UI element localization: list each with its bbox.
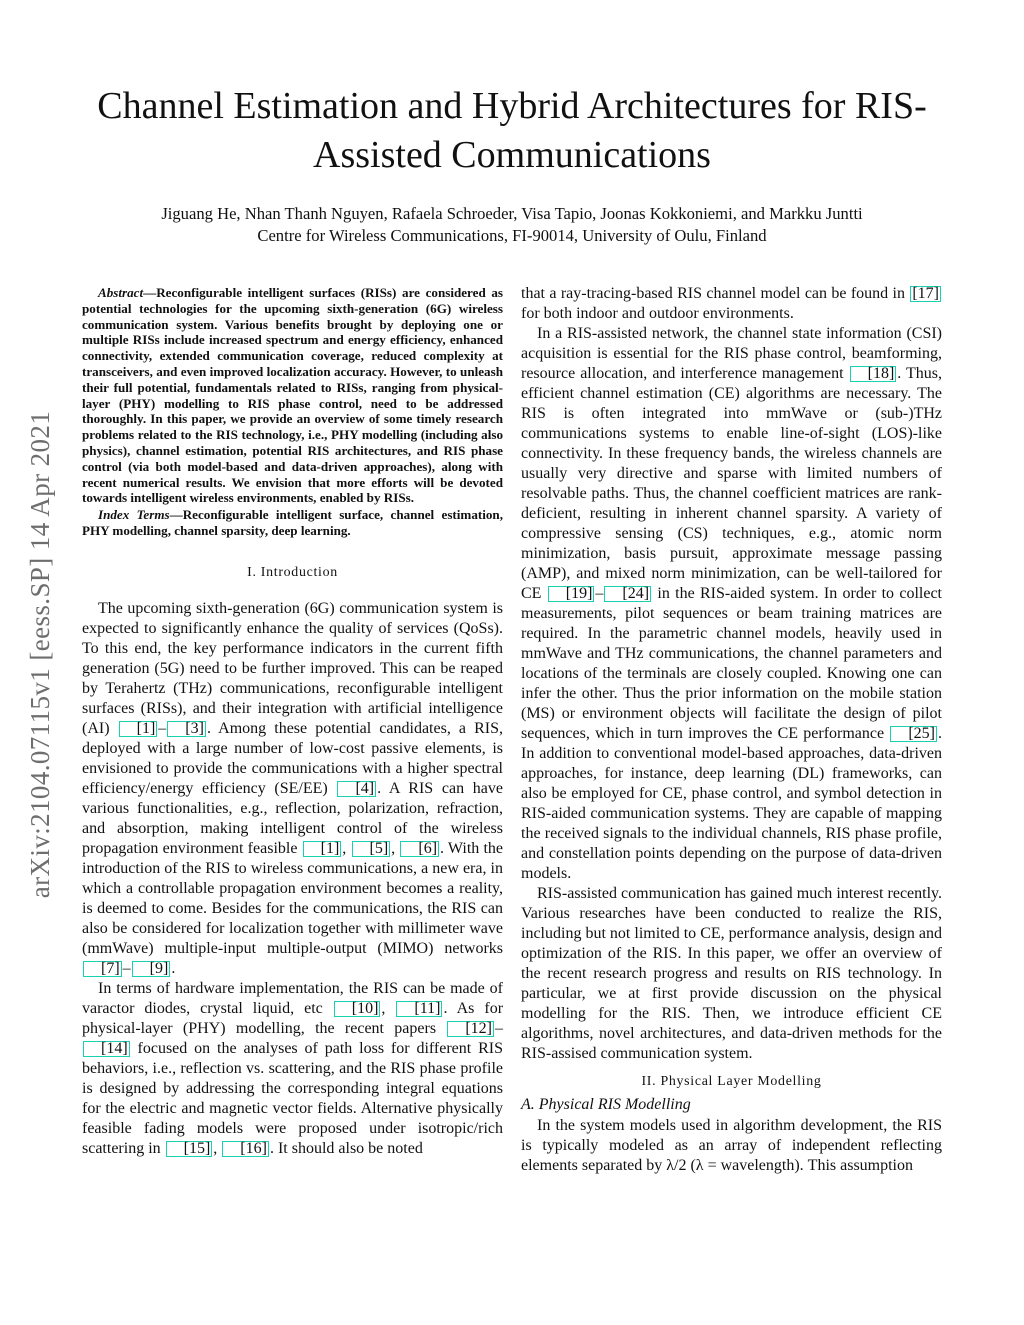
text-run: . [171,959,176,977]
citation-link[interactable]: [7] [83,961,122,977]
citation-link[interactable]: [9] [132,961,171,977]
text-run: . With the introduction of the RIS to wireless communications, a new era, in which a controllable propagation environment becomes a reality, is deemed to come. Besides for the communications, the RIS can also be considered for localization together with millimeter wave (mmWave) multiple-input multiple-output (MIMO) networks [82,839,504,957]
citation-link[interactable]: [10] [334,1001,381,1017]
citation-link[interactable]: [11] [396,1001,442,1017]
citation-link[interactable]: [25] [890,726,937,742]
citation-link[interactable]: [17] [912,285,939,302]
text-run: that a ray-tracing-based RIS channel model can be found in [521,285,910,302]
citation-link[interactable]: [6] [400,841,439,857]
abstract-label: Abstract [98,285,144,300]
intro-paragraph-3 [521,324,942,884]
text-run: – [158,719,167,737]
text-run: In a RIS-assisted network, the channel state information (CSI) acquisition is essential for the RIS phase control, beamforming, resource allocation, and interference management [521,325,942,382]
citation-link[interactable]: [15] [166,1141,213,1157]
text-run: , [213,1139,222,1157]
text-run: – [595,585,604,602]
intro-paragraph-4: RIS-assisted communication has gained much interest recently. Various researches have been conducted to realize the RIS, including but not limited to CE, performance analysis, design and optimization of the RIS. In this paper, we offer an overview of the recent research progress and results on RIS technology. In particular, we at first provide discussion on the physical modelling for the RIS. Then, we introduce efficient CE algorithms, novel architectures, and data-driven methods for the RIS-assised communication system. [521,885,942,1062]
text-run: focused on the analyses of path loss for different RIS behaviors, i.e., reflection vs. scattering, and the RIS phase profile is designed by addressing the corresponding integral equations for the electric and magnetic vector fields. Alternative physically feasible fading models were proposed under isotropic/rich scattering in [82,1039,503,1157]
index-terms-text: Reconfigurable intelligent surface, channel estimation, PHY modelling, channel sparsity, deep learning. [82,507,503,538]
intro-paragraph-2 [82,979,503,1159]
subsection-heading-physical-ris: A. Physical RIS Modelling [521,1096,691,1113]
author-block [70,203,954,247]
text-run: . Thus, efficient channel estimation (CE) algorithms are necessary. The RIS is often integrated into mmWave or (sub-)THz communications systems to enable line-of-sight (LOS)-like connectivity. In these frequency bands, the wireless channels are usually very directive and sparse with limited numbers of resolvable paths. Thus, the channel coefficient matrices are rank-deficient, resulting in inherent channel sparsity. A variety of compressive sensing (CS) techniques, e.g., atomic norm minimization, basis pursuit, approximate message passing (AMP), and mixed norm minimization, can be well-tailored for CE [521,365,942,602]
text-run: . Among these potential candidates, a RIS, deployed with a large number of low-cost passive elements, is envisioned to provide the communications with a higher spectral efficiency/energy efficiency (SE/EE) [82,719,504,797]
citation-link[interactable]: [16] [222,1141,269,1157]
affiliation: Centre for Wireless Communications, FI-90014, University of Oulu, Finland [257,226,767,245]
arxiv-identifier: arXiv:2104.07115v1 [eess.SP] 14 Apr 2021 [25,410,56,898]
text-run: – [495,1019,503,1037]
abstract: Abstract—Reconfigurable intelligent surfaces (RISs) are considered as potential technologies for the upcoming sixth-generation (6G) wireless communication system. Various benefits brought by deploying one or multiple RISs include increased spectrum and energy efficiency, enhanced connectivity, extended communication coverage, reduced complexity at transceivers, and even improved localization accuracy. However, to unleash their full potential, fundamentals related to RISs, ranging from physical-layer (PHY) modelling to RIS phase control, need to be addressed thoroughly. In this paper, we provide an overview of some timely research problems related to the RIS technology, i.e., PHY modelling (including also physics), channel estimation, potential RIS architectures, and RIS phase control (via both model-based and data-driven approaches), along with recent numerical results. We envision that more efforts will be devoted towards intelligent wireless environments, enabled by RISs. [82,285,503,506]
index-terms-label: Index Terms [98,507,170,523]
right-column [521,284,942,1176]
abstract-text: Reconfigurable intelligent surfaces (RISs) are considered as potential technologies for the upcoming sixth-generation (6G) wireless communication system. Various benefits brought by deploying one or multiple RISs include increased spectrum and energy efficiency, enhanced connectivity, extended communication coverage, reduced complexity at transceivers, and even improved localization accuracy. However, to unleash their full potential, fundamentals related to RISs, ranging from physical-layer (PHY) modelling to RIS phase control, need to be addressed thoroughly. In this paper, we provide an overview of some timely research problems related to the RIS technology, i.e., PHY modelling (including also physics), channel estimation, potential RIS architectures, and RIS phase control (via both model-based and data-driven approaches), along with recent numerical results. We envision that more efforts will be devoted towards intelligent wireless environments, enabled by RISs. [82,285,503,506]
text-run: . A RIS can have various functionalities, e.g., reflection, polarization, refraction, and absorption, making intelligent control of the wireless propagation environment feasible [82,779,504,857]
text-run: , [381,999,396,1017]
text-run: for both indoor and outdoor environments. [521,305,794,322]
author-list: Jiguang He, Nhan Thanh Nguyen, Rafaela Schroeder, Visa Tapio, Joonas Kokkoniemi, and Markku Juntti [161,204,863,223]
citation-link[interactable]: [1] [303,841,342,857]
arxiv-identifier-stamp [12,348,70,960]
citation-link[interactable]: [18] [850,366,897,382]
text-run: The upcoming sixth-generation (6G) communication system is expected to significantly enhance the quality of services (QoSs). To this end, the key performance indicators in the current fifth generation (5G) need to be further improved. This can be reaped by Terahertz (THz) communications, reconfigurable intelligent surfaces (RISs), and their integration with artificial intelligence (AI) [82,599,503,737]
text-run: . It should also be noted [269,1139,423,1157]
physical-modelling-paragraph: In the system models used in algorithm development, the RIS is typically modeled as an array of independent reflecting elements separated by λ/2 (λ = wavelength). This assumption [521,1117,942,1174]
section-heading-physical-layer: II. Physical Layer Modelling [641,1074,822,1089]
citation-link[interactable]: [1] [119,721,158,737]
section-heading-introduction: I. Introduction [247,564,338,580]
text-run: in the RIS-aided system. In order to collect measurements, pilot sequences or beam training matrices are required. In the parametric channel models, heavily used in mmWave and THz communications, the channel parameters and locations of the terminals are closely coupled. Knowing one can infer the other. Thus the prior information on the mobile station (MS) or environment objects will facilitate the design of pilot sequences, which in turn improves the CE performance [521,585,943,742]
citation-link[interactable]: [19] [548,586,595,602]
citation-link[interactable]: [4] [337,781,376,797]
text-run: In terms of hardware implementation, the RIS can be made of varactor diodes, crystal liquid, etc [82,979,503,1017]
citation-link[interactable]: [14] [83,1041,130,1057]
text-run: – [122,959,131,977]
text-run: , [391,839,400,857]
index-terms: Index Terms—Reconfigurable intelligent surface, channel estimation, PHY modelling, channel sparsity, deep learning. [82,507,503,538]
left-column [82,285,503,1159]
citation-link[interactable]: [24] [604,586,651,602]
intro-paragraph-2-continued [521,284,942,324]
text-run: , [342,839,351,857]
citation-link[interactable]: [3] [167,721,206,737]
text-run: . In addition to conventional model-based approaches, data-driven approaches, for instance, deep learning (DL) frameworks, can also be employed for CE, phase control, and symbol detection in RIS-aided communication systems. They are capable of mapping the received signals to the individual channels, RIS phase profile, and constellation points depending on the purpose of data-driven models. [521,725,942,882]
intro-paragraph-1 [82,599,503,979]
text-run: . As for physical-layer (PHY) modelling, the recent papers [82,999,504,1037]
citation-link[interactable]: [12] [447,1021,494,1037]
paper-title: Channel Estimation and Hybrid Architectures for RIS-Assisted Communications [97,85,927,176]
citation-link[interactable]: [5] [352,841,391,857]
